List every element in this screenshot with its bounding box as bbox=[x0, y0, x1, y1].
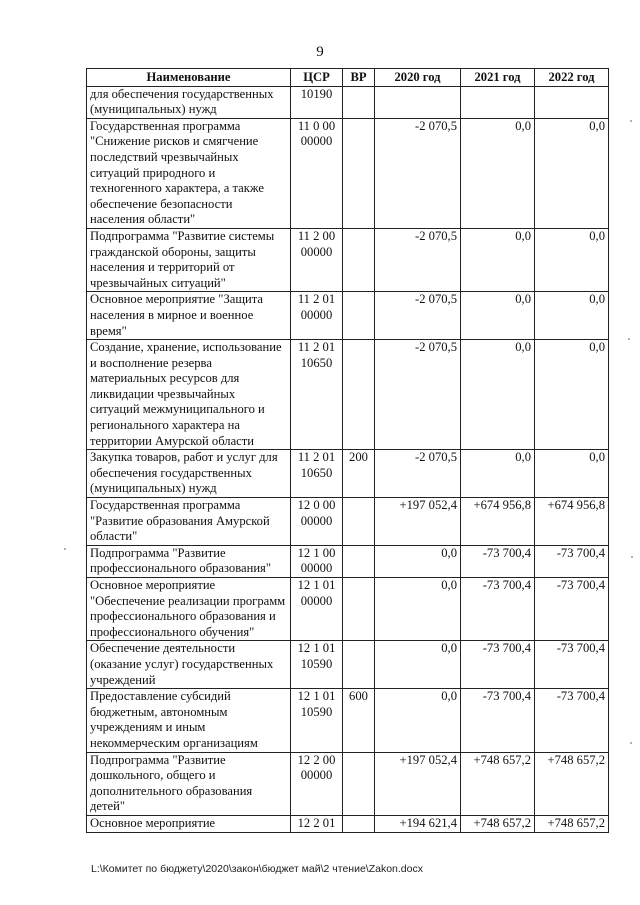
cell-2021: 0,0 bbox=[461, 450, 535, 498]
cell-name: Закупка товаров, работ и услуг для обеспечения государственных (муниципальных) нужд bbox=[87, 450, 291, 498]
page-number: 9 bbox=[316, 44, 324, 60]
cell-csr bbox=[291, 641, 343, 689]
cell-csr bbox=[291, 228, 343, 291]
csr-part2: 10590 bbox=[300, 704, 333, 719]
table-row bbox=[87, 815, 609, 832]
cell-2021: -73 700,4 bbox=[461, 641, 535, 689]
csr-part1: 11 2 00 bbox=[297, 228, 336, 243]
cell-2022: +748 657,2 bbox=[535, 815, 609, 832]
table-row bbox=[87, 545, 609, 577]
cell-vr bbox=[343, 86, 375, 118]
cell-2020: -2 070,5 bbox=[375, 292, 461, 340]
cell-2020: -2 070,5 bbox=[375, 118, 461, 228]
cell-2022: -73 700,4 bbox=[535, 689, 609, 752]
csr-part1: 11 2 01 bbox=[297, 450, 336, 465]
csr-part2: 00000 bbox=[300, 561, 333, 576]
scan-speck bbox=[64, 548, 66, 550]
header-csr: ЦСР bbox=[291, 69, 343, 87]
cell-2022: -73 700,4 bbox=[535, 578, 609, 641]
cell-2022: 0,0 bbox=[535, 228, 609, 291]
cell-2022: 0,0 bbox=[535, 340, 609, 450]
cell-csr bbox=[291, 292, 343, 340]
cell-2022: -73 700,4 bbox=[535, 545, 609, 577]
cell-name: Обеспечение деятельности (оказание услуг) государственных учреждений bbox=[87, 641, 291, 689]
csr-part2: 10650 bbox=[300, 465, 333, 480]
cell-2021: +674 956,8 bbox=[461, 498, 535, 546]
cell-vr bbox=[343, 228, 375, 291]
csr-part2: 00000 bbox=[300, 513, 333, 528]
cell-2021: +748 657,2 bbox=[461, 815, 535, 832]
csr-part1: 11 0 00 bbox=[297, 118, 336, 133]
cell-2022: 0,0 bbox=[535, 118, 609, 228]
cell-name: Основное мероприятие bbox=[87, 815, 291, 832]
table-row bbox=[87, 118, 609, 228]
table-row bbox=[87, 292, 609, 340]
cell-2022: 0,0 bbox=[535, 292, 609, 340]
cell-2020: +197 052,4 bbox=[375, 752, 461, 815]
csr-part1: 12 1 01 bbox=[297, 641, 336, 656]
header-vr: ВР bbox=[343, 69, 375, 87]
cell-2020: 0,0 bbox=[375, 689, 461, 752]
header-2020: 2020 год bbox=[375, 69, 461, 87]
cell-vr: 200 bbox=[343, 450, 375, 498]
csr-part1: 12 0 00 bbox=[297, 498, 336, 513]
table-row bbox=[87, 228, 609, 291]
table-row bbox=[87, 578, 609, 641]
cell-2022: 0,0 bbox=[535, 450, 609, 498]
cell-vr bbox=[343, 292, 375, 340]
cell-csr bbox=[291, 498, 343, 546]
cell-2022: -73 700,4 bbox=[535, 641, 609, 689]
cell-name: Государственная программа "Развитие образования Амурской области" bbox=[87, 498, 291, 546]
csr-part2: 00000 bbox=[300, 134, 333, 149]
csr-part2: 00000 bbox=[300, 593, 333, 608]
scan-speck bbox=[630, 120, 632, 122]
cell-2020: 0,0 bbox=[375, 545, 461, 577]
csr-part1: 12 2 01 bbox=[297, 815, 336, 830]
table-row bbox=[87, 689, 609, 752]
cell-2022: +748 657,2 bbox=[535, 752, 609, 815]
csr-part2: 10650 bbox=[300, 355, 333, 370]
csr-part2: 10590 bbox=[300, 656, 333, 671]
cell-name: Подпрограмма "Развитие профессионального образования" bbox=[87, 545, 291, 577]
cell-vr: 600 bbox=[343, 689, 375, 752]
budget-table bbox=[86, 68, 609, 833]
table-row bbox=[87, 86, 609, 118]
cell-2021: -73 700,4 bbox=[461, 545, 535, 577]
table-row bbox=[87, 498, 609, 546]
csr-part2: 00000 bbox=[300, 244, 333, 259]
cell-csr bbox=[291, 752, 343, 815]
cell-2022 bbox=[535, 86, 609, 118]
csr-part2: 10190 bbox=[300, 86, 333, 101]
csr-part1: 11 2 01 bbox=[297, 340, 336, 355]
cell-2021 bbox=[461, 86, 535, 118]
scan-speck bbox=[628, 338, 630, 340]
cell-vr bbox=[343, 578, 375, 641]
cell-vr bbox=[343, 118, 375, 228]
csr-part1: 12 1 01 bbox=[297, 689, 336, 704]
cell-vr bbox=[343, 641, 375, 689]
cell-csr bbox=[291, 689, 343, 752]
cell-csr bbox=[291, 815, 343, 832]
cell-2020 bbox=[375, 86, 461, 118]
cell-name: Предоставление субсидий бюджетным, автономным учреждениям и иным некоммерческим организациям bbox=[87, 689, 291, 752]
cell-2020: +194 621,4 bbox=[375, 815, 461, 832]
cell-csr bbox=[291, 545, 343, 577]
table-header-row bbox=[87, 69, 609, 87]
cell-2020: 0,0 bbox=[375, 641, 461, 689]
cell-csr bbox=[291, 450, 343, 498]
cell-csr bbox=[291, 86, 343, 118]
cell-2022: +674 956,8 bbox=[535, 498, 609, 546]
cell-vr bbox=[343, 545, 375, 577]
cell-2020: -2 070,5 bbox=[375, 340, 461, 450]
csr-part1: 12 1 00 bbox=[297, 545, 336, 560]
cell-2021: -73 700,4 bbox=[461, 689, 535, 752]
cell-2021: +748 657,2 bbox=[461, 752, 535, 815]
cell-2020: -2 070,5 bbox=[375, 228, 461, 291]
cell-2020: 0,0 bbox=[375, 578, 461, 641]
cell-csr bbox=[291, 340, 343, 450]
cell-name: Создание, хранение, использование и восполнение резерва материальных ресурсов для ликвидации чрезвычайных ситуаций межмуниципального и регионального характера на территории Амурской области bbox=[87, 340, 291, 450]
cell-2020: +197 052,4 bbox=[375, 498, 461, 546]
header-name: Наименование bbox=[87, 69, 291, 87]
cell-vr bbox=[343, 752, 375, 815]
csr-part1: 12 2 00 bbox=[297, 752, 336, 767]
cell-name: для обеспечения государственных (муниципальных) нужд bbox=[87, 86, 291, 118]
cell-name: Подпрограмма "Развитие дошкольного, общего и дополнительного образования детей" bbox=[87, 752, 291, 815]
csr-part1: 11 2 01 bbox=[297, 292, 336, 307]
header-2021: 2021 год bbox=[461, 69, 535, 87]
csr-part2: 00000 bbox=[300, 307, 333, 322]
cell-csr bbox=[291, 118, 343, 228]
cell-name: Основное мероприятие "Обеспечение реализации программ профессионального образования и профессионального обучения" bbox=[87, 578, 291, 641]
csr-part1: 12 1 01 bbox=[297, 578, 336, 592]
cell-2021: -73 700,4 bbox=[461, 578, 535, 641]
table-row bbox=[87, 450, 609, 498]
cell-2021: 0,0 bbox=[461, 118, 535, 228]
cell-name: Государственная программа "Снижение рисков и смягчение последствий чрезвычайных ситуаций природного и техногенного характера, а также обеспечение безопасности населения области" bbox=[87, 118, 291, 228]
cell-name: Подпрограмма "Развитие системы гражданской обороны, защиты населения и территорий от чрезвычайных ситуаций" bbox=[87, 228, 291, 291]
table-row bbox=[87, 641, 609, 689]
csr-part2: 00000 bbox=[300, 768, 333, 783]
cell-2021: 0,0 bbox=[461, 340, 535, 450]
table-body bbox=[87, 86, 609, 832]
cell-2020: -2 070,5 bbox=[375, 450, 461, 498]
scan-speck bbox=[631, 556, 633, 558]
table-row bbox=[87, 340, 609, 450]
cell-vr bbox=[343, 340, 375, 450]
cell-csr bbox=[291, 578, 343, 641]
cell-vr bbox=[343, 498, 375, 546]
cell-2021: 0,0 bbox=[461, 292, 535, 340]
cell-2021: 0,0 bbox=[461, 228, 535, 291]
footer-file-path: L:\Комитет по бюджету\2020\закон\бюджет май\2 чтение\Zakon.docx bbox=[91, 863, 423, 875]
cell-vr bbox=[343, 815, 375, 832]
table-row bbox=[87, 752, 609, 815]
header-2022: 2022 год bbox=[535, 69, 609, 87]
cell-name: Основное мероприятие "Защита населения в мирное и военное время" bbox=[87, 292, 291, 340]
scan-speck bbox=[630, 742, 632, 744]
